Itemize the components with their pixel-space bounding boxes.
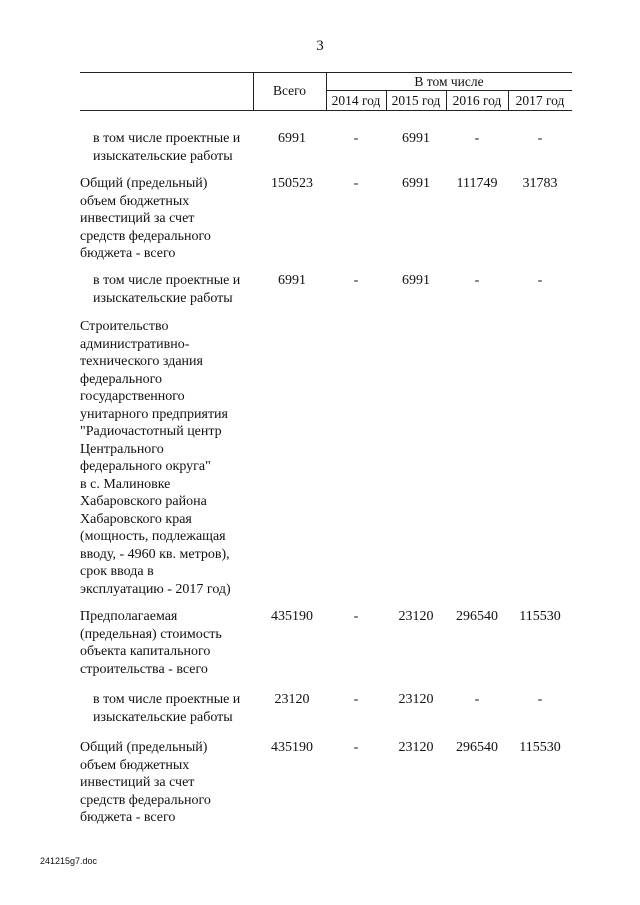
value-2016: 296540 — [456, 609, 498, 624]
header-total: Всего — [272, 83, 307, 98]
file-name: 241215g7.doc — [40, 856, 98, 866]
value-2016: 296540 — [456, 740, 498, 755]
value-2015: 6991 — [402, 176, 430, 191]
value-2014: - — [353, 740, 359, 755]
value-total: 6991 — [278, 131, 306, 146]
table-header — [80, 72, 572, 112]
row-label-line: (мощность, подлежащая — [80, 529, 226, 544]
row-label — [93, 691, 263, 726]
row-label-line: изыскательские работы — [93, 290, 233, 306]
row-label-line: строительства - всего — [80, 661, 208, 677]
value-2014: - — [353, 692, 359, 707]
row-label-line: срок ввода в — [80, 564, 154, 579]
row-label-line: в том числе проектные и — [93, 692, 241, 707]
header-group: В том числе — [414, 74, 484, 89]
row-label-line: изыскательские работы — [93, 148, 233, 164]
value-2016: - — [474, 692, 480, 707]
value-2014: - — [353, 176, 359, 191]
row-label-line: Хабаровского района — [80, 494, 207, 509]
header-year: 2017 год — [515, 93, 565, 108]
row-label-line: объем бюджетных — [80, 757, 190, 773]
value-2017: 115530 — [519, 740, 561, 755]
value-2014: - — [353, 609, 359, 624]
value-2016: - — [474, 131, 480, 146]
value-2015: 23120 — [398, 609, 434, 624]
value-2017: - — [537, 131, 543, 146]
row-label-line: бюджета - всего — [80, 246, 176, 261]
value-2015: 6991 — [402, 273, 430, 288]
value-2016: 111749 — [456, 176, 498, 191]
row-label-line: федерального округа" — [80, 459, 211, 474]
row-label-line: Строительство — [80, 319, 169, 334]
value-total: 435190 — [271, 740, 313, 755]
row-label-line: Общий (предельный) — [80, 740, 208, 755]
header-bottom-rule — [80, 110, 572, 111]
row-label — [80, 318, 260, 598]
header-group-rule — [326, 90, 572, 91]
row-label-line: Предполагаемая — [80, 609, 178, 624]
row-label — [93, 272, 263, 307]
row-label-line: федерального — [80, 371, 163, 387]
value-total: 435190 — [271, 609, 313, 624]
row-label-line: унитарного предприятия — [80, 406, 228, 422]
row-label-line: инвестиций за счет — [80, 775, 195, 790]
value-2014: - — [353, 131, 359, 146]
row-label-line: Хабаровского края — [80, 511, 192, 527]
row-label-line: (предельная) стоимость — [80, 626, 222, 642]
row-label-line: изыскательские работы — [93, 709, 233, 725]
value-total: 23120 — [274, 692, 310, 707]
value-2017: 31783 — [522, 176, 558, 191]
value-total: 6991 — [278, 273, 306, 288]
row-label-line: "Радиочастотный центр — [80, 424, 222, 439]
value-2017: - — [537, 692, 543, 707]
value-2014: - — [353, 273, 359, 288]
row-label — [93, 130, 263, 165]
row-label-line: бюджета - всего — [80, 810, 176, 825]
row-label — [80, 739, 260, 827]
header-year: 2015 год — [391, 93, 441, 108]
value-total: 150523 — [271, 176, 313, 191]
row-label-line: объем бюджетных — [80, 193, 190, 209]
row-label — [80, 175, 260, 263]
row-label — [80, 608, 260, 678]
row-label-line: объекта капитального — [80, 644, 211, 659]
row-label-line: в том числе проектные и — [93, 131, 241, 146]
row-label-line: эксплуатацию - 2017 год) — [80, 581, 231, 597]
row-label-line: Общий (предельный) — [80, 176, 208, 191]
value-2016: - — [474, 273, 480, 288]
row-label-line: вводу, - 4960 кв. метров), — [80, 546, 230, 562]
row-label-line: в с. Малиновке — [80, 476, 171, 492]
row-label-line: средств федерального — [80, 228, 211, 244]
page-number: 3 — [316, 38, 324, 54]
row-label-line: административно- — [80, 336, 190, 352]
value-2015: 23120 — [398, 692, 434, 707]
value-2015: 23120 — [398, 740, 434, 755]
value-2017: - — [537, 273, 543, 288]
header-year: 2016 год — [452, 93, 502, 108]
row-label-line: в том числе проектные и — [93, 273, 241, 288]
row-label-line: технического здания — [80, 354, 203, 369]
row-label-line: Центрального — [80, 441, 164, 457]
row-label-line: средств федерального — [80, 792, 211, 808]
row-label-line: инвестиций за счет — [80, 211, 195, 226]
row-label-line: государственного — [80, 389, 185, 404]
value-2017: 115530 — [519, 609, 561, 624]
header-year: 2014 год — [331, 93, 381, 108]
value-2015: 6991 — [402, 131, 430, 146]
